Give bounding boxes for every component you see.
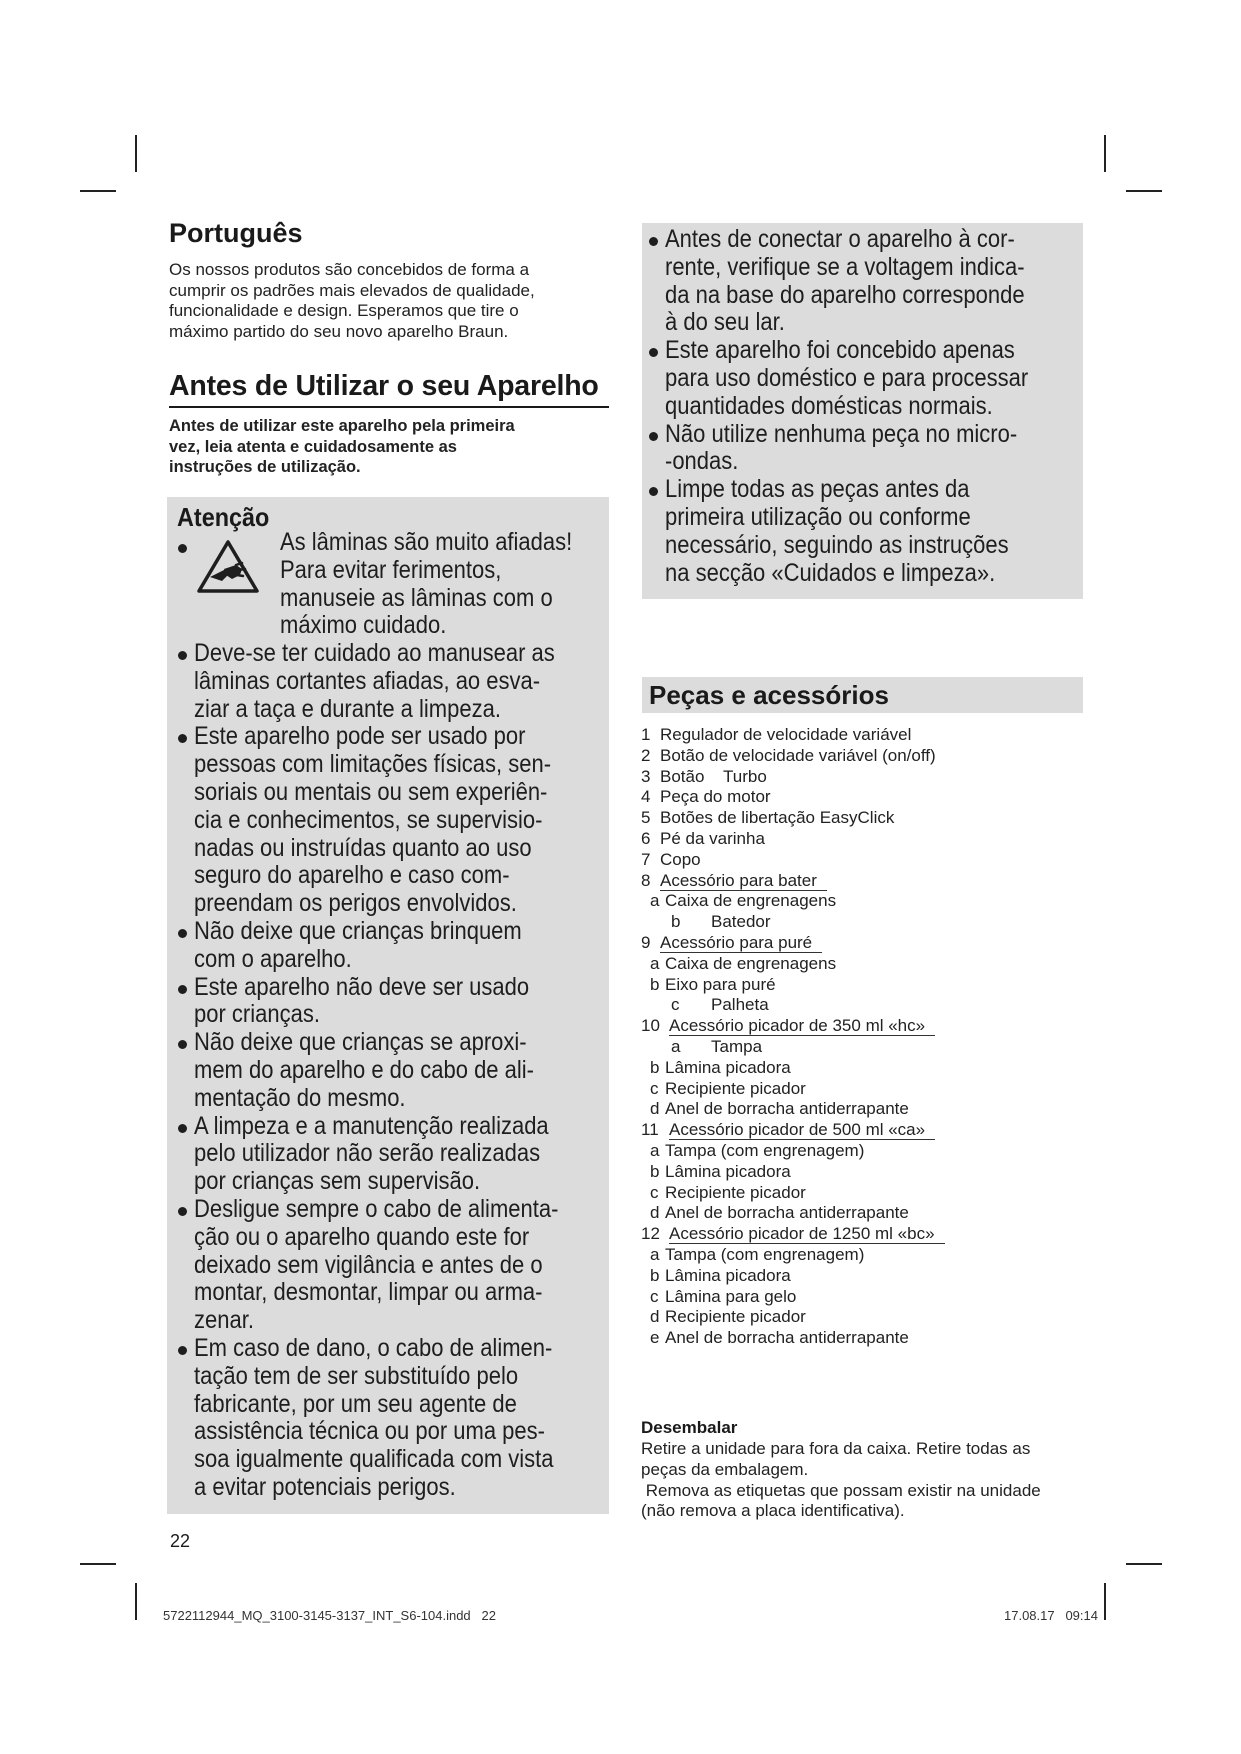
text-line: Antes de conectar o aparelho à cor- <box>665 225 1015 253</box>
crop-mark <box>135 1583 137 1620</box>
part-number: c <box>650 1182 659 1202</box>
crop-mark <box>80 1563 116 1565</box>
part-name: Copo <box>660 849 701 869</box>
parts-list-item <box>641 1099 1081 1120</box>
bullet <box>649 237 658 246</box>
unpack-line: peças da embalagem. <box>641 1459 809 1479</box>
text-line: ção ou o aparelho quando este for <box>194 1222 530 1251</box>
text-line: mentação do mesmo. <box>194 1083 406 1112</box>
bullet <box>178 1207 187 1216</box>
part-name: Palheta <box>711 995 769 1015</box>
part-number: b <box>650 1161 660 1181</box>
text-line: Limpe todas as peças antes da <box>665 475 970 504</box>
part-name: Lâmina picadora <box>665 1161 791 1181</box>
parts-list-item <box>641 912 1081 933</box>
text-line: assistência técnica ou por uma pes- <box>194 1417 545 1446</box>
parts-list-item <box>641 1266 1081 1287</box>
page-number: 22 <box>170 1531 191 1551</box>
attention-first-item <box>280 529 579 640</box>
attention-item <box>194 1196 581 1335</box>
bullet <box>178 1124 187 1133</box>
parts-list-item <box>641 746 1081 767</box>
part-name: Lâmina picadora <box>665 1265 791 1285</box>
lead-line: Antes de utilizar este aparelho pela primeira <box>169 417 515 435</box>
footer-file: 5722112944_MQ_3100-3145-3137_INT_S6-104.indd 22 <box>163 1608 496 1623</box>
text-line: As lâminas são muito afiadas! <box>280 528 573 556</box>
section-lead <box>169 416 609 478</box>
part-name: Pé da varinha <box>660 828 765 848</box>
parts-list-item <box>641 1141 1081 1162</box>
part-number: c <box>671 995 680 1015</box>
part-name: Tampa (com engrenagem) <box>665 1244 865 1264</box>
part-name: Recipiente picador <box>665 1078 806 1098</box>
attention-item <box>194 1113 581 1196</box>
part-name: Lâmina para gelo <box>665 1286 797 1306</box>
parts-list-item <box>641 1120 1081 1141</box>
attention-item <box>194 974 581 1030</box>
text-line: Deve-se ter cuidado ao manusear as <box>194 639 555 667</box>
parts-list-item <box>641 975 1081 996</box>
part-number: a <box>650 891 660 911</box>
parts-list-item <box>641 1203 1081 1224</box>
part-name: Tampa <box>711 1036 763 1056</box>
text-line: pelo utilizador não serão realizadas <box>194 1139 541 1168</box>
parts-list-item <box>641 1224 1081 1245</box>
attention-title: Atenção <box>177 502 270 532</box>
part-number: b <box>650 1057 660 1077</box>
part-name: Anel de borracha antiderrapante <box>665 1328 909 1348</box>
lead-line: instruções de utilização. <box>169 458 361 476</box>
text-line: A limpeza e a manutenção realizada <box>194 1111 549 1140</box>
parts-list-item <box>641 767 1081 788</box>
part-number: c <box>650 1286 659 1306</box>
part-number: 9 <box>641 932 651 952</box>
unpack-text <box>641 1439 1081 1522</box>
footer-datetime: 17.08.17 09:14 <box>1004 1608 1098 1623</box>
text-line: cia e conhecimentos, se supervisio- <box>194 805 543 834</box>
parts-list <box>641 725 1081 1349</box>
part-number: 1 <box>641 725 651 744</box>
part-name: Botão Turbo <box>660 766 767 786</box>
text-line: por crianças sem supervisão. <box>194 1167 481 1196</box>
part-number: d <box>650 1203 660 1223</box>
parts-list-item <box>641 954 1081 975</box>
parts-list-item <box>641 1037 1081 1058</box>
text-line: soriais ou mentais ou sem experiên- <box>194 777 548 806</box>
text-line: necessário, seguindo as instruções <box>665 530 1009 559</box>
text-line: manuseie as lâminas com o <box>280 583 553 612</box>
text-line: Este aparelho foi concebido apenas <box>665 336 1015 365</box>
text-line: preendam os perigos envolvidos. <box>194 889 517 918</box>
parts-list-item <box>641 725 1081 746</box>
text-line: Desligue sempre o cabo de alimenta- <box>194 1195 559 1223</box>
text-line: Não deixe que crianças se aproxi- <box>194 1028 527 1057</box>
parts-list-item <box>641 1183 1081 1204</box>
text-line: -ondas. <box>665 447 739 476</box>
crop-mark <box>135 135 137 172</box>
unpack-line: (não remova a placa identificativa). <box>641 1501 905 1521</box>
text-line: à do seu lar. <box>665 308 785 337</box>
text-line: nadas ou instruídas quanto ao uso <box>194 833 532 862</box>
part-name: Caixa de engrenagens <box>665 953 837 973</box>
part-number: a <box>650 1244 660 1264</box>
part-number: a <box>650 953 660 973</box>
part-name: Tampa (com engrenagem) <box>665 1140 865 1160</box>
parts-list-item <box>641 1016 1081 1037</box>
text-line: seguro do aparelho e caso com- <box>194 861 510 890</box>
part-name: Acessório picador de 500 ml «ca» <box>669 1120 935 1140</box>
parts-title: Peças e acessórios <box>649 680 889 710</box>
part-name: Caixa de engrenagens <box>665 891 837 911</box>
intro-line: funcionalidade e design. Esperamos que tire o <box>169 301 519 320</box>
safety-item <box>665 421 1052 477</box>
parts-list-item <box>641 808 1081 829</box>
unpack-line: Retire a unidade para fora da caixa. Retire todas as <box>641 1439 1031 1458</box>
part-name: Acessório para puré <box>660 933 822 953</box>
bullet <box>178 1346 187 1355</box>
part-number: 7 <box>641 849 651 869</box>
part-number: d <box>650 1307 660 1327</box>
bullet <box>178 651 187 660</box>
crop-mark <box>1126 190 1162 192</box>
part-number: c <box>650 1078 659 1098</box>
part-name: Peça do motor <box>660 787 771 807</box>
attention-item <box>194 1029 581 1112</box>
parts-list-item <box>641 829 1081 850</box>
text-line: primeira utilização ou conforme <box>665 502 971 531</box>
part-number: b <box>671 912 681 932</box>
text-line: montar, desmontar, limpar ou arma- <box>194 1278 543 1307</box>
text-line: Este aparelho não deve ser usado <box>194 972 530 1001</box>
parts-list-item <box>641 850 1081 871</box>
parts-list-item <box>641 1245 1081 1266</box>
part-number: a <box>671 1036 681 1056</box>
part-name: Botões de libertação EasyClick <box>660 808 895 828</box>
text-line: zenar. <box>194 1306 254 1335</box>
text-line: deixado sem vigilância e antes de o <box>194 1250 543 1279</box>
bullet <box>178 544 187 553</box>
part-name: Recipiente picador <box>665 1182 806 1202</box>
text-line: da na base do aparelho corresponde <box>665 280 1025 309</box>
text-line: quantidades domésticas normais. <box>665 391 993 420</box>
part-name: Anel de borracha antiderrapante <box>665 1099 909 1119</box>
parts-list-item <box>641 871 1081 892</box>
parts-list-item <box>641 1307 1081 1328</box>
part-name: Recipiente picador <box>665 1307 806 1327</box>
part-number: e <box>650 1328 660 1348</box>
text-line: fabricante, por um seu agente de <box>194 1389 517 1418</box>
crop-mark <box>1126 1563 1162 1565</box>
attention-item <box>194 723 581 918</box>
attention-item <box>194 1335 581 1502</box>
part-name: Acessório picador de 350 ml «hc» <box>669 1016 935 1036</box>
text-line: Para evitar ferimentos, <box>280 555 502 584</box>
intro-line: cumprir os padrões mais elevados de qualidade, <box>169 280 535 300</box>
text-line: máximo cuidado. <box>280 611 447 640</box>
crop-mark <box>80 190 116 192</box>
parts-list-item <box>641 1162 1081 1183</box>
part-name: Batedor <box>711 912 771 932</box>
lead-line: vez, leia atenta e cuidadosamente as <box>169 437 457 456</box>
text-line: rente, verifique se a voltagem indica- <box>665 252 1025 281</box>
parts-list-item <box>641 995 1081 1016</box>
text-line: por crianças. <box>194 1000 320 1029</box>
intro-line: Os nossos produtos são concebidos de forma a <box>169 260 530 279</box>
text-line: Este aparelho pode ser usado por <box>194 722 526 751</box>
parts-list-item <box>641 1328 1081 1349</box>
bullet <box>649 432 658 441</box>
blade-warning-icon <box>196 539 260 595</box>
language-title: Português <box>169 218 303 248</box>
part-name: Acessório para bater <box>660 871 827 891</box>
text-line: Não utilize nenhuma peça no micro- <box>665 419 1018 448</box>
bullet <box>178 985 187 994</box>
text-line: para uso doméstico e para processar <box>665 363 1029 392</box>
part-number: 6 <box>641 828 651 848</box>
intro-text <box>169 260 609 342</box>
part-name: Lâmina picadora <box>665 1057 791 1077</box>
safety-item <box>665 337 1052 420</box>
safety-item <box>665 226 1052 337</box>
text-line: Em caso de dano, o cabo de alimen- <box>194 1334 553 1362</box>
part-number: 5 <box>641 808 651 828</box>
safety-item <box>665 476 1052 587</box>
parts-list-item <box>641 1079 1081 1100</box>
text-line: soa igualmente qualificada com vista <box>194 1445 554 1474</box>
part-name: Botão de velocidade variável (on/off) <box>660 745 936 765</box>
part-name: Anel de borracha antiderrapante <box>665 1203 909 1223</box>
crop-mark <box>1104 135 1106 172</box>
text-line: na secção «Cuidados e limpeza». <box>665 558 996 587</box>
parts-list-item <box>641 1058 1081 1079</box>
text-line: tação tem de ser substituído pelo <box>194 1361 519 1390</box>
part-name: Acessório picador de 1250 ml «bc» <box>669 1224 945 1244</box>
intro-line: máximo partido do seu novo aparelho Braun. <box>169 321 509 341</box>
bullet <box>178 929 187 938</box>
unpack-title: Desembalar <box>641 1418 738 1437</box>
part-number: b <box>650 1265 660 1285</box>
parts-list-item <box>641 891 1081 912</box>
part-number: 2 <box>641 745 651 765</box>
text-line: Não deixe que crianças brinquem <box>194 917 522 945</box>
text-line: lâminas cortantes afiadas, ao esva- <box>194 666 541 695</box>
part-number: 12 <box>641 1224 660 1244</box>
attention-item <box>194 918 581 974</box>
text-line: com o aparelho. <box>194 944 352 973</box>
part-number: 3 <box>641 766 651 786</box>
parts-list-item <box>641 933 1081 954</box>
unpack-line: Remova as etiquetas que possam existir na unidade <box>641 1480 1041 1500</box>
part-name: Eixo para puré <box>665 974 776 994</box>
part-number: 10 <box>641 1016 660 1036</box>
part-number: d <box>650 1099 660 1119</box>
part-number: 8 <box>641 870 651 890</box>
parts-list-item <box>641 1287 1081 1308</box>
parts-list-item <box>641 787 1081 808</box>
part-number: 11 <box>641 1120 659 1140</box>
text-line: ziar a taça e durante a limpeza. <box>194 694 501 723</box>
section-title-before-use: Antes de Utilizar o seu Aparelho <box>169 370 609 408</box>
crop-mark <box>1104 1583 1106 1620</box>
part-number: a <box>650 1140 660 1160</box>
part-number: b <box>650 974 660 994</box>
part-name: Regulador de velocidade variável <box>660 725 912 744</box>
text-line: mem do aparelho e do cabo de ali- <box>194 1055 534 1084</box>
attention-item <box>194 640 581 723</box>
text-line: a evitar potenciais perigos. <box>194 1472 456 1501</box>
text-line: pessoas com limitações físicas, sen- <box>194 750 552 779</box>
part-number: 4 <box>641 787 651 807</box>
